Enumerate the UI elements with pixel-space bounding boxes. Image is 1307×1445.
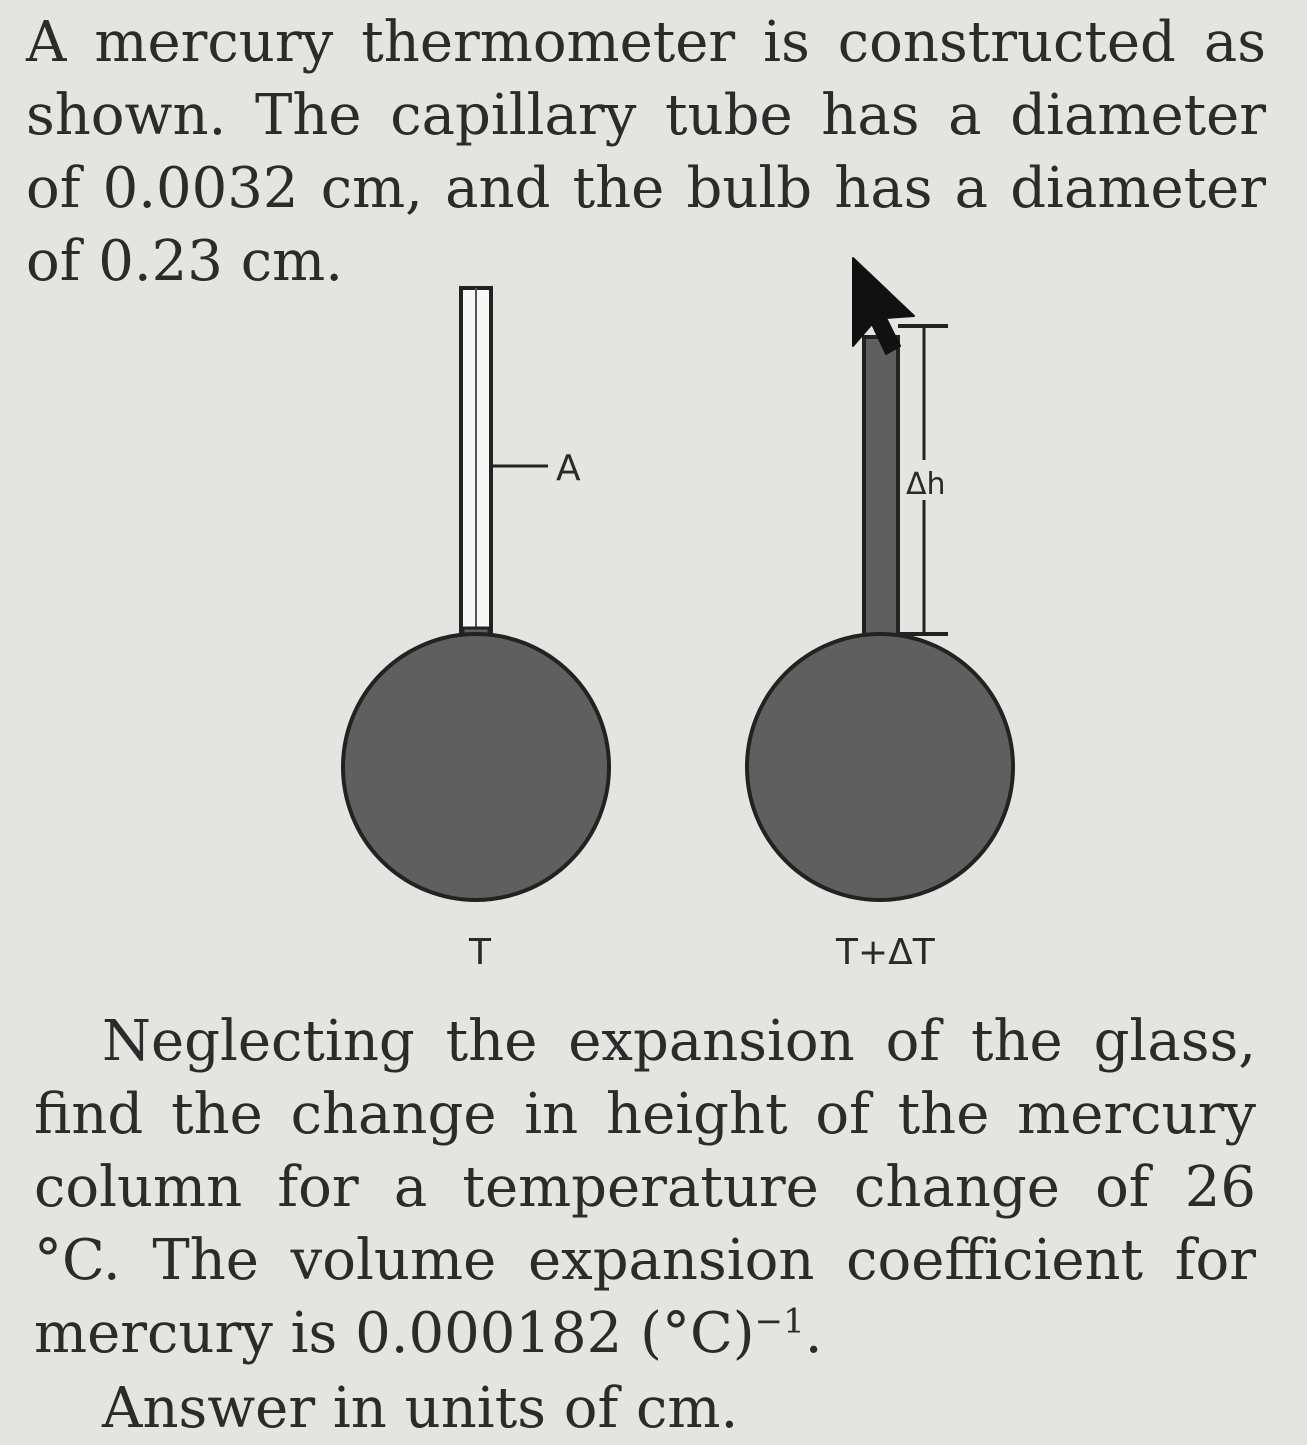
label-t-plus-delta-t: T+ΔT (836, 932, 935, 973)
question-end: . (804, 1301, 823, 1366)
thermometer-left (343, 288, 609, 973)
exponent: −1 (754, 1301, 805, 1342)
problem-question (34, 1005, 1256, 1370)
answer-prompt: Answer in units of cm. (102, 1376, 739, 1441)
problem-intro: A mercury thermometer is constructed as shown. The capillary tube has a diameter of 0.0032 cm, and the bulb has a diameter of 0.23 cm. (26, 10, 1266, 294)
label-a: A (556, 448, 581, 489)
thermometer-right (747, 326, 1013, 973)
mercury-column-right (864, 337, 898, 642)
bulb-right (747, 634, 1013, 900)
question-text: Neglecting the expansion of the glass, find the change in height of the mercury column for a temperature change of 26 °C. The volume expansion coefficient for mercury is 0.000182 (°C) (34, 1009, 1256, 1366)
label-delta-h: Δh (906, 467, 946, 502)
label-t: T (469, 932, 491, 973)
bulb-left (343, 634, 609, 900)
